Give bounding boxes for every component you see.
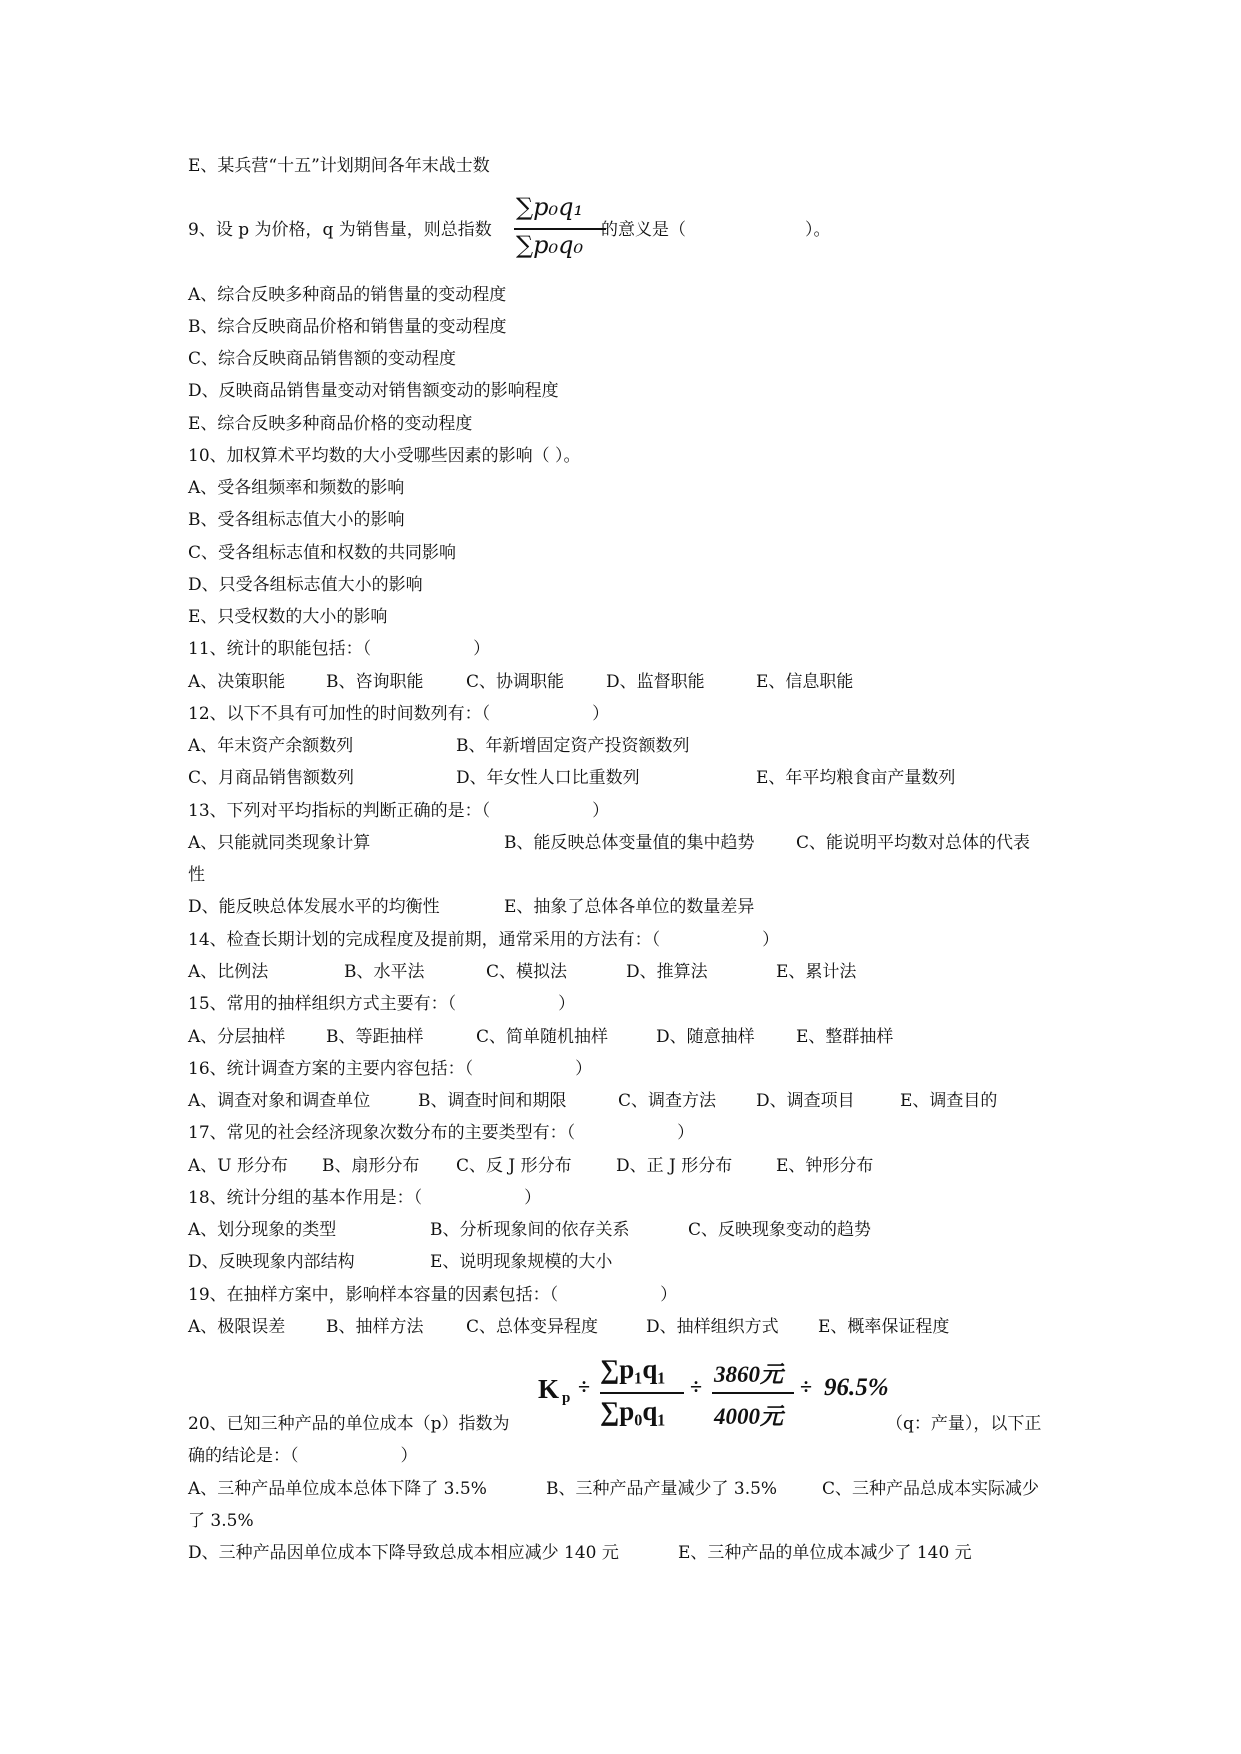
q9-index-formula (512, 193, 608, 263)
q20-formula-eq2: ÷ (690, 1374, 703, 1399)
q19-option-d: D、抽样组织方式 (646, 1317, 779, 1337)
q18-option-d: D、反映现象内部结构 (188, 1252, 355, 1272)
q20-formula-eq1: ÷ (578, 1374, 591, 1399)
q10-stem: 10、加权算术平均数的大小受哪些因素的影响（ ）。 (188, 446, 581, 466)
q11-option-c: C、协调职能 (466, 672, 565, 692)
q16-option-e: E、调查目的 (900, 1091, 998, 1111)
q9-formula-denominator: ∑p₀q₀ (516, 231, 584, 259)
q13-stem: 13、下列对平均指标的判断正确的是：（ ） (188, 801, 610, 821)
q20-formula-result: 96.5% (824, 1374, 889, 1401)
q8-option-e: E、某兵营“十五”计划期间各年末战士数 (188, 156, 490, 176)
q20-option-b: B、三种产品产量减少了 3.5% (546, 1479, 778, 1499)
q13-option-a: A、只能就同类现象计算 (188, 833, 371, 853)
q12-options-row-1 (188, 735, 1088, 757)
q19-stem: 19、在抽样方案中，影响样本容量的因素包括：（ ） (188, 1285, 678, 1305)
q17-option-b: B、扇形分布 (322, 1156, 420, 1176)
q17-option-c: C、反 J 形分布 (456, 1156, 572, 1176)
q15-option-c: C、简单随机抽样 (476, 1027, 609, 1047)
q14-stem: 14、检查长期计划的完成程度及提前期，通常采用的方法有：（ ） (188, 930, 780, 950)
q15-option-b: B、等距抽样 (326, 1027, 424, 1047)
q20-stem-before: 20、已知三种产品的单位成本（p）指数为 (188, 1414, 510, 1434)
q18-option-c: C、反映现象变动的趋势 (688, 1220, 872, 1240)
q20-formula-bar-1 (600, 1392, 684, 1394)
q19-option-a: A、极限误差 (188, 1317, 286, 1337)
q10-option-a: A、受各组频率和频数的影响 (188, 478, 405, 498)
q9-stem-before: 9、设 p 为价格，q 为销售量，则总指数 (188, 220, 492, 240)
q15-stem: 15、常用的抽样组织方式主要有：（ ） (188, 994, 576, 1014)
q18-option-a: A、划分现象的类型 (188, 1220, 337, 1240)
q20-option-c: C、三种产品总成本实际减少 (822, 1479, 1040, 1499)
q20-option-c-cont: 了 3.5% (188, 1511, 254, 1531)
q19-options-row (188, 1316, 1088, 1338)
q12-option-a: A、年末资产余额数列 (188, 736, 354, 756)
q13-option-c-cont: 性 (188, 865, 205, 885)
q11-option-d: D、监督职能 (606, 672, 705, 692)
q13-option-d: D、能反映总体发展水平的均衡性 (188, 897, 440, 917)
q12-option-b: B、年新增固定资产投资额数列 (456, 736, 690, 756)
q10-option-e: E、只受权数的大小的影响 (188, 607, 388, 627)
q16-options-row (188, 1090, 1088, 1112)
q12-option-e: E、年平均粮食亩产量数列 (756, 768, 956, 788)
q11-options-row (188, 671, 1088, 693)
q20-stem-after: （q：产量），以下正 (886, 1414, 1042, 1434)
q14-option-e: E、累计法 (776, 962, 857, 982)
q19-option-b: B、抽样方法 (326, 1317, 424, 1337)
q14-option-b: B、水平法 (344, 962, 425, 982)
q9-option-d: D、反映商品销售量变动对销售额变动的影响程度 (188, 381, 559, 401)
q11-option-a: A、决策职能 (188, 672, 286, 692)
q16-stem: 16、统计调查方案的主要内容包括：（ ） (188, 1059, 593, 1079)
q20-formula-eq3: ÷ (800, 1374, 813, 1399)
q9-formula-bar (514, 228, 606, 230)
q12-option-c: C、月商品销售额数列 (188, 768, 355, 788)
q17-stem: 17、常见的社会经济现象次数分布的主要类型有：（ ） (188, 1123, 695, 1143)
q20-option-e: E、三种产品的单位成本减少了 140 元 (678, 1543, 972, 1563)
q20-formula-value-den: 4000元 (714, 1404, 783, 1429)
q19-option-c: C、总体变异程度 (466, 1317, 599, 1337)
q9-option-c: C、综合反映商品销售额的变动程度 (188, 349, 457, 369)
q14-option-c: C、模拟法 (486, 962, 568, 982)
q13-option-b: B、能反映总体变量值的集中趋势 (504, 833, 755, 853)
q18-option-e: E、说明现象规模的大小 (430, 1252, 613, 1272)
q20-formula-denominator: ∑p₀q₁ (600, 1396, 666, 1426)
q9-option-a: A、综合反映多种商品的销售量的变动程度 (188, 285, 507, 305)
q18-options-row-2 (188, 1251, 1088, 1273)
q13-option-e: E、抽象了总体各单位的数量差异 (504, 897, 755, 917)
q20-options-row-2 (188, 1542, 1088, 1564)
q12-option-d: D、年女性人口比重数列 (456, 768, 640, 788)
q13-options-row-1 (188, 832, 1088, 854)
q15-option-d: D、随意抽样 (656, 1027, 755, 1047)
q12-options-row-2 (188, 767, 1088, 789)
q10-option-d: D、只受各组标志值大小的影响 (188, 575, 423, 595)
q10-option-b: B、受各组标志值大小的影响 (188, 510, 405, 530)
q15-option-e: E、整群抽样 (796, 1027, 894, 1047)
q16-option-d: D、调查项目 (756, 1091, 855, 1111)
q13-option-c: C、能说明平均数对总体的代表 (796, 833, 1031, 853)
q18-options-row-1 (188, 1219, 1088, 1241)
q20-formula-lhs: K (538, 1374, 560, 1404)
q14-options-row (188, 961, 1088, 983)
q20-formula-lhs-sub: p (562, 1390, 571, 1406)
q18-option-b: B、分析现象间的依存关系 (430, 1220, 630, 1240)
q20-options-row-1 (188, 1478, 1088, 1500)
q18-stem: 18、统计分组的基本作用是：（ ） (188, 1188, 542, 1208)
q14-option-d: D、推算法 (626, 962, 708, 982)
q17-option-a: A、U 形分布 (188, 1156, 289, 1176)
q17-options-row (188, 1155, 1088, 1177)
q9-option-b: B、综合反映商品价格和销售量的变动程度 (188, 317, 507, 337)
q9-stem-after: 的意义是（ ）。 (601, 220, 831, 240)
q11-option-b: B、咨询职能 (326, 672, 424, 692)
q16-option-b: B、调查时间和期限 (418, 1091, 567, 1111)
q20-formula-bar-2 (712, 1392, 794, 1394)
q20-stem-line2: 确的结论是：（ ） (188, 1446, 418, 1466)
q9-formula-numerator: ∑p₀q₁ (516, 193, 584, 221)
q20-option-a: A、三种产品单位成本总体下降了 3.5% (188, 1479, 487, 1499)
q15-option-a: A、分层抽样 (188, 1027, 286, 1047)
q20-formula-numerator: ∑p₁q₁ (600, 1354, 666, 1384)
q9-option-e: E、综合反映多种商品价格的变动程度 (188, 414, 473, 434)
q20-formula-value-num: 3860元 (714, 1362, 783, 1387)
q11-stem: 11、统计的职能包括：（ ） (188, 639, 491, 659)
q11-option-e: E、信息职能 (756, 672, 854, 692)
q16-option-a: A、调查对象和调查单位 (188, 1091, 371, 1111)
q20-index-formula (538, 1352, 908, 1436)
q19-option-e: E、概率保证程度 (818, 1317, 950, 1337)
q12-stem: 12、以下不具有可加性的时间数列有：（ ） (188, 704, 610, 724)
q10-option-c: C、受各组标志值和权数的共同影响 (188, 543, 457, 563)
q13-options-row-2 (188, 896, 1088, 918)
q16-option-c: C、调查方法 (618, 1091, 717, 1111)
q17-option-d: D、正 J 形分布 (616, 1156, 733, 1176)
q20-option-d: D、三种产品因单位成本下降导致总成本相应减少 140 元 (188, 1543, 619, 1563)
q17-option-e: E、钟形分布 (776, 1156, 874, 1176)
q14-option-a: A、比例法 (188, 962, 269, 982)
q15-options-row (188, 1026, 1088, 1048)
